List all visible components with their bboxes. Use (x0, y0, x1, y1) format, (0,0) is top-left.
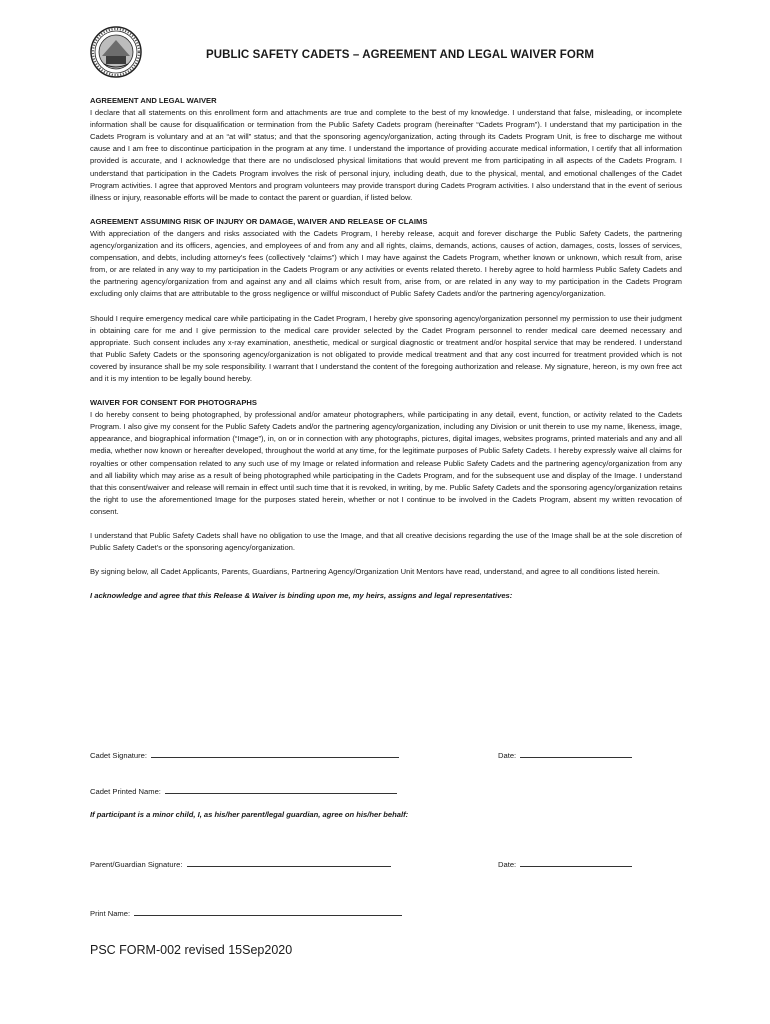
cadet-signature-row (90, 749, 399, 760)
agreement-text: I declare that all statements on this enrollment form and attachments are true and complete to the best of my knowledge. I understand that false, misleading, or incomplete information shall be cause for disqualification or termination from the Public Safety Cadets program (hereinafter “Cadets Program”). I understand that my participation in the Cadets Program is voluntary and at an “at will” status; and that the sponsoring agency/organization, acting through its Cadets Program Unit, is free to discharge me without cause and I am free to discontinue participation in the program at any time. I understand the importance of providing accurate medical information, I certify that all information provided is accurate, and I acknowledge that there are no undisclosed physical limitations that would prevent me from participating in all aspects of the Cadets Program. I understand that participation in the Cadets Program involves the risk of personal injury, including death, due to the physical, mental, and emotional challenges of the Cadet Program activities. I agree that approved Mentors and program volunteers may provide transport during Cadets Program activities. I also understand that in the event of serious illness or injury, reasonable efforts will be made to contact the parent or guardian, if listed below. (90, 108, 682, 202)
print-name-label: Print Name: (90, 909, 131, 918)
image-text: I understand that Public Safety Cadets shall have no obligation to use the Image, and that all creative decisions regarding the use of the Image shall be at the sole discretion of Public Safety Cadet’s or the sponsoring agency/organization. (90, 531, 682, 553)
photo-section (90, 397, 682, 518)
photo-heading: WAIVER FOR CONSENT FOR PHOTOGRAPHS (90, 398, 257, 408)
cadet-signature-field[interactable] (151, 749, 399, 758)
risk-text: With appreciation of the dangers and risks associated with the Cadets Program, I hereby release, acquit and forever discharge the Public Safety Cadets, the partnering agency/organization and its officers, agencies, and employees of and from any and all rights, claims, demands, actions, causes of action, damages, costs, losses of services, compensation, and debts, including attorney’s fees (collectively “claims”) which I may have against the Cadets Program, whether known or unknown, which result from, arise from, or are related in any way to my participation in the Cadets Program or any activities or events related thereto. I hereby agree to hold harmless Public Safety Cadets and the partnering agency/organization from and against any and all claims which result from, arise from, or are related in any way to my participation in the Cadets Program excluding only claims that are attributable to the gross negligence or willful misconduct of Public Safety Cadets and/or the partnering agency/organization. (90, 228, 682, 299)
minor-note: If participant is a minor child, I, as his/her parent/legal guardian, agree on his/her behalf: (90, 810, 409, 819)
parent-date-field[interactable] (520, 858, 632, 867)
cadet-printed-name-label: Cadet Printed Name: (90, 787, 161, 796)
parent-signature-row (90, 858, 391, 869)
print-name-row (90, 907, 402, 918)
page-title: PUBLIC SAFETY CADETS – AGREEMENT AND LEGAL WAIVER FORM (205, 49, 595, 61)
cadet-printed-name-row (90, 785, 397, 796)
risk-heading: AGREEMENT ASSUMING RISK OF INJURY OR DAMAGE, WAIVER AND RELEASE OF CLAIMS (90, 216, 428, 226)
signing-text: By signing below, all Cadet Applicants, Parents, Guardians, Partnering Agency/Organization Unit Mentors have read, understand, and agree to all conditions listed herein. (90, 567, 660, 577)
cadet-printed-name-field[interactable] (165, 785, 397, 794)
cadet-date-row (498, 749, 632, 760)
parent-date-row (498, 858, 632, 869)
form-id: PSC FORM-002 revised 15Sep2020 (90, 943, 293, 957)
cadet-date-field[interactable] (520, 749, 632, 758)
waiver-body (90, 95, 682, 614)
parent-signature-field[interactable] (187, 858, 391, 867)
risk-section (90, 216, 682, 301)
photo-text: I do hereby consent to being photographed, by professional and/or amateur photographers, while participating in any detail, event, function, or activity related to the Cadets Program. I also give my consent for the Public Safety Cadets and/or the partnering agency/organization, including any Division or unit therein to use my name, likeness, image, appearance, and biographical information (“Image”), in, on or in connection with any photographs, pictures, digital images, websites programs, printed materials and any and all media, whether now known or hereafter developed, throughout the world at any time, for the legitimate purposes of Public Safety Cadets. I hereby expressly waive all claims for royalties or other compensation related to any such use of my Image or related information and release Public Safety Cadets and the partnering agency/organization from any and all liability which may arise as a result of being photographed while participating in the Cadets Program, and for the subsequent use and display of the Image. I understand that this consent/waiver and release will remain in effect until such time that it is revoked, in writing, by me. Public Safety Cadets and the sponsoring agency/organization retains the right to use the aforementioned Image for the purposes stated herein, whether or not I continue to be involved in the Cadets Program, absent my written revocation of consent. (90, 410, 682, 516)
print-name-field[interactable] (134, 907, 402, 916)
acknowledge-text: I acknowledge and agree that this Release & Waiver is binding upon me, my heirs, assigns and legal representatives: (90, 591, 513, 601)
agreement-section (90, 95, 682, 204)
cadet-date-label: Date: (498, 751, 517, 760)
city-seal-logo (90, 26, 142, 78)
agreement-heading: AGREEMENT AND LEGAL WAIVER (90, 96, 217, 105)
cadet-signature-label: Cadet Signature: (90, 751, 147, 760)
parent-signature-label: Parent/Guardian Signature: (90, 860, 183, 869)
medical-text: Should I require emergency medical care while participating in the Cadet Program, I hereby give sponsoring agency/organization personnel my permission to use their judgment in obtaining care for me and I give permission to the medical care provider selected by the Cadet Program personnel to render medical care deemed necessary and appropriate. Such consent includes any x-ray examination, anesthetic, medical or surgical diagnostic or treatment and/or hospital service that may be rendered. I understand that Public Safety Cadets or the sponsoring agency/organization is not obligated to provide medical treatment and that any cost incurred for treatment provided which is not covered by insurance shall be my sole responsibility. I warrant that I understand the content of the foregoing authorization and release. My signature, hereon, is my own free act and it is my intention to be legally bound hereby. (90, 313, 682, 383)
parent-date-label: Date: (498, 860, 517, 869)
